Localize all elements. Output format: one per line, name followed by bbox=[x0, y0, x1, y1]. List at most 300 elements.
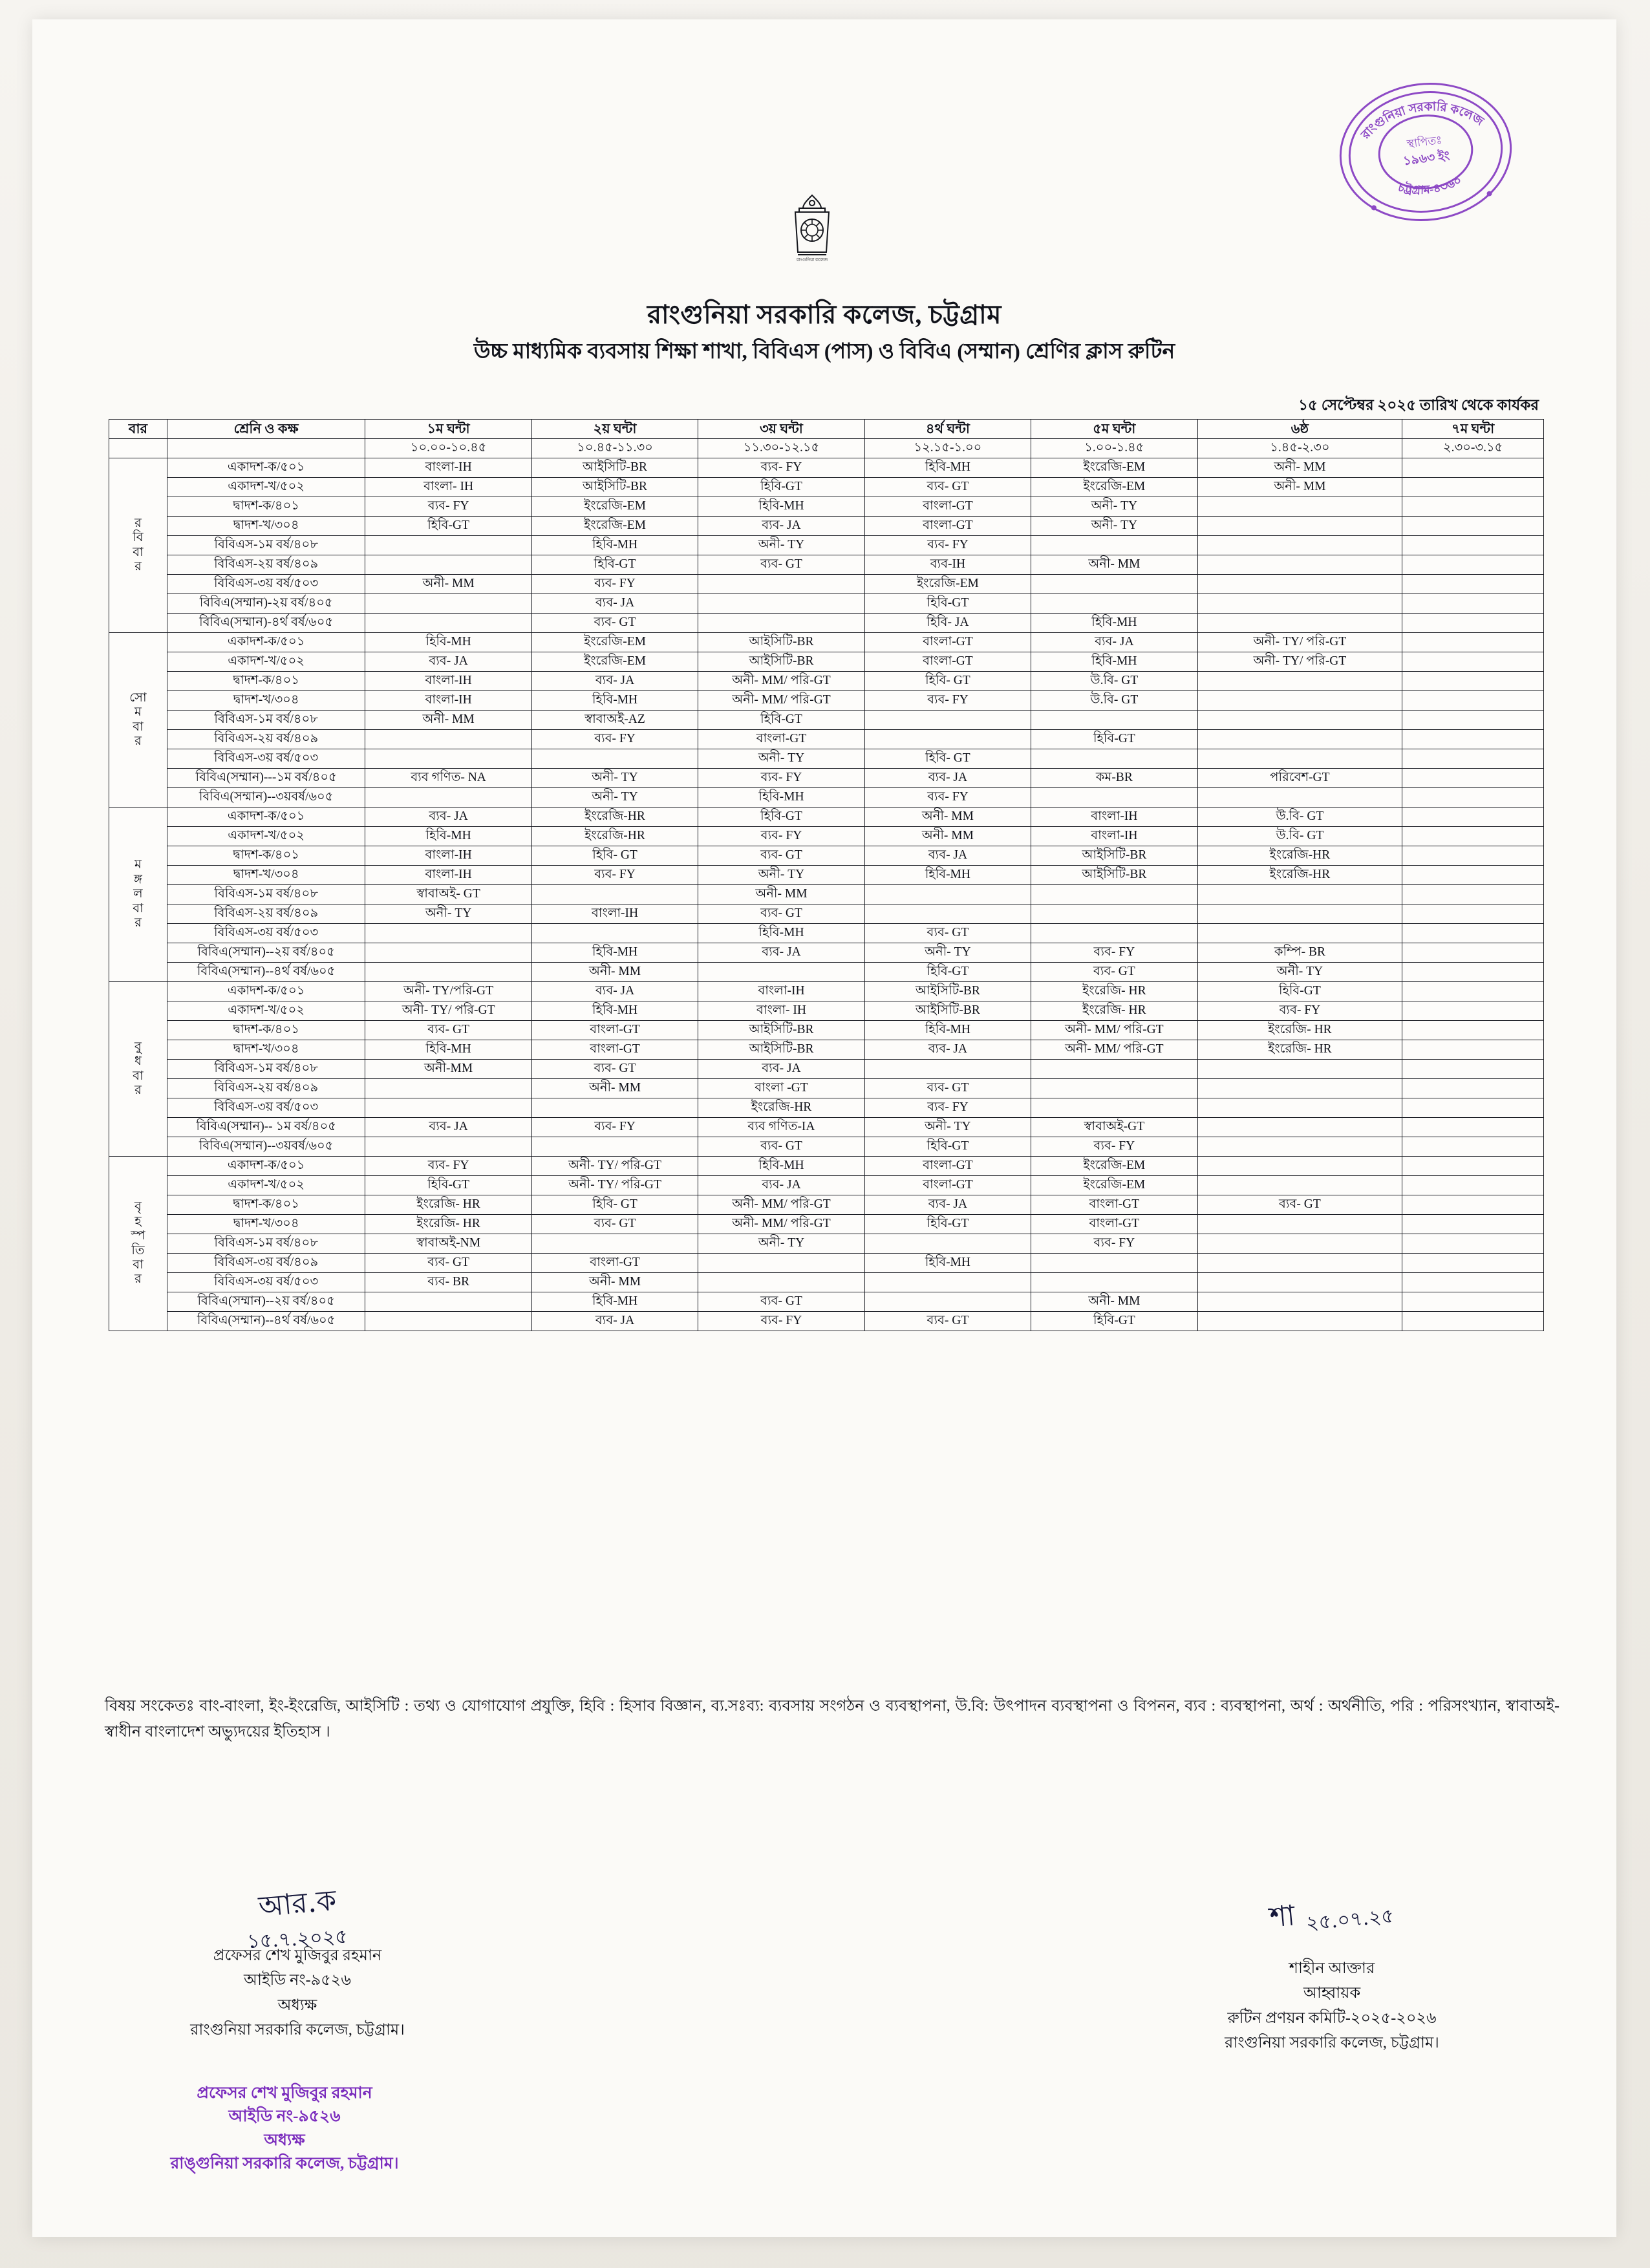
svg-text:স্থাপিতঃ: স্থাপিতঃ bbox=[1406, 133, 1443, 151]
period-6-cell bbox=[1197, 672, 1402, 691]
principal-name: প্রফেসর শেখ মুজিবুর রহমান bbox=[213, 1947, 382, 1964]
period-2-cell: হিবি- GT bbox=[531, 1195, 698, 1215]
period-3-cell: অনী- MM/ পরি-GT bbox=[698, 691, 864, 711]
period-1-cell bbox=[365, 943, 531, 963]
page-title: রাংগুনিয়া সরকারি কলেজ, চট্টগ্রাম bbox=[647, 300, 1002, 329]
period-6-cell bbox=[1197, 1254, 1402, 1273]
table-row bbox=[109, 614, 1544, 633]
period-4-cell: অনী- TY bbox=[864, 943, 1031, 963]
class-room-cell: বিবিএস-২য় বর্ষ/৪০৯ bbox=[167, 555, 365, 575]
th-period-7: ৭ম ঘন্টা bbox=[1402, 420, 1544, 439]
period-3-cell bbox=[698, 1273, 864, 1292]
day-letter: ল bbox=[133, 887, 143, 901]
period-3-cell: হিবি-MH bbox=[698, 497, 864, 517]
period-4-cell bbox=[864, 885, 1031, 904]
class-room-cell: বিবিএ(সম্মান)--২য় বর্ষ/৪০৫ bbox=[167, 1292, 365, 1312]
period-4-cell bbox=[864, 904, 1031, 924]
period-7-cell bbox=[1402, 1157, 1544, 1176]
period-1-cell: স্বাবাঅই- GT bbox=[365, 885, 531, 904]
period-2-cell: অনী- TY bbox=[531, 769, 698, 788]
period-5-cell bbox=[1031, 749, 1197, 769]
period-5-cell: হিবি-GT bbox=[1031, 1312, 1197, 1331]
period-2-cell: ইংরেজি-EM bbox=[531, 517, 698, 536]
period-6-cell: হিবি-GT bbox=[1197, 982, 1402, 1001]
period-2-cell: অনী- MM bbox=[531, 1273, 698, 1292]
class-room-cell: একাদশ-খ/৫০২ bbox=[167, 1176, 365, 1195]
period-7-cell bbox=[1402, 1195, 1544, 1215]
period-6-cell bbox=[1197, 1118, 1402, 1137]
class-room-cell: বিবিএ(সম্মান)-২য় বর্ষ/৪০৫ bbox=[167, 594, 365, 614]
period-4-cell: হিবি-MH bbox=[864, 1021, 1031, 1040]
table-row bbox=[109, 458, 1544, 478]
period-3-cell: আইসিটি-BR bbox=[698, 652, 864, 672]
period-1-cell: ব্যব- GT bbox=[365, 1254, 531, 1273]
period-3-cell: ব্যব গণিত-IA bbox=[698, 1118, 864, 1137]
period-1-cell: ব্যব- JA bbox=[365, 1118, 531, 1137]
class-room-cell: দ্বাদশ-খ/৩০৪ bbox=[167, 1215, 365, 1234]
class-room-cell: দ্বাদশ-খ/৩০৪ bbox=[167, 1040, 365, 1060]
period-5-cell: উ.বি- GT bbox=[1031, 672, 1197, 691]
period-1-cell: অনী- TY bbox=[365, 904, 531, 924]
period-3-cell: হিবি-GT bbox=[698, 478, 864, 497]
period-5-cell: অনী- TY bbox=[1031, 497, 1197, 517]
class-room-cell: একাদশ-ক/৫০১ bbox=[167, 808, 365, 827]
day-letter: বা bbox=[133, 901, 144, 915]
table-row bbox=[109, 1273, 1544, 1292]
period-7-cell bbox=[1402, 788, 1544, 808]
period-2-cell: আইসিটি-BR bbox=[531, 478, 698, 497]
class-room-cell: দ্বাদশ-খ/৩০৪ bbox=[167, 691, 365, 711]
day-letter: র bbox=[134, 916, 142, 930]
class-room-cell: বিবিএস-৩য় বর্ষ/৫০৩ bbox=[167, 749, 365, 769]
table-row bbox=[109, 691, 1544, 711]
period-6-cell bbox=[1197, 1273, 1402, 1292]
period-6-cell: অনী- TY/ পরি-GT bbox=[1197, 633, 1402, 652]
table-row bbox=[109, 478, 1544, 497]
period-3-cell: হিবি-MH bbox=[698, 924, 864, 943]
period-3-cell bbox=[698, 614, 864, 633]
table-row bbox=[109, 575, 1544, 594]
period-3-cell: বাংলা-IH bbox=[698, 982, 864, 1001]
period-7-cell bbox=[1402, 555, 1544, 575]
period-1-cell bbox=[365, 1098, 531, 1118]
period-7-cell bbox=[1402, 1079, 1544, 1098]
period-5-cell bbox=[1031, 1273, 1197, 1292]
table-row bbox=[109, 652, 1544, 672]
table-row bbox=[109, 1195, 1544, 1215]
th-period-1: ১ম ঘন্টা bbox=[365, 420, 531, 439]
period-6-cell bbox=[1197, 885, 1402, 904]
period-1-cell: ব্যব- JA bbox=[365, 652, 531, 672]
period-5-cell: ইংরেজি-EM bbox=[1031, 458, 1197, 478]
period-4-cell: হিবি-GT bbox=[864, 1137, 1031, 1157]
period-4-cell: আইসিটি-BR bbox=[864, 1001, 1031, 1021]
convener-handwritten-signature bbox=[1170, 1894, 1494, 1956]
table-time-row bbox=[109, 439, 1544, 458]
period-6-cell bbox=[1197, 594, 1402, 614]
day-letter: র bbox=[134, 734, 142, 748]
day-letter: বা bbox=[133, 1257, 144, 1272]
period-3-cell: ব্যব- GT bbox=[698, 846, 864, 866]
table-row bbox=[109, 808, 1544, 827]
period-7-cell bbox=[1402, 1040, 1544, 1060]
table-row bbox=[109, 672, 1544, 691]
period-2-cell: ব্যব- JA bbox=[531, 982, 698, 1001]
table-row bbox=[109, 749, 1544, 769]
period-2-cell bbox=[531, 924, 698, 943]
table-row bbox=[109, 1312, 1544, 1331]
period-1-cell: বাংলা-IH bbox=[365, 866, 531, 885]
table-row bbox=[109, 1021, 1544, 1040]
period-3-cell: অনী- TY bbox=[698, 536, 864, 555]
period-3-cell: ব্যব- JA bbox=[698, 943, 864, 963]
day-letter: ম bbox=[134, 858, 142, 872]
period-3-cell: অনী- MM/ পরি-GT bbox=[698, 1215, 864, 1234]
class-room-cell: বিবিএ(সম্মান)--৪র্থ বর্ষ/৬০৫ bbox=[167, 1312, 365, 1331]
period-5-cell: কম-BR bbox=[1031, 769, 1197, 788]
period-3-cell: হিবি-GT bbox=[698, 808, 864, 827]
period-1-cell: অনী- MM bbox=[365, 711, 531, 730]
class-room-cell: দ্বাদশ-খ/৩০৪ bbox=[167, 517, 365, 536]
th-period-4: ৪র্থ ঘন্টা bbox=[864, 420, 1031, 439]
period-3-cell: আইসিটি-BR bbox=[698, 1021, 864, 1040]
period-5-cell: ব্যব- FY bbox=[1031, 943, 1197, 963]
class-room-cell: একাদশ-ক/৫০১ bbox=[167, 458, 365, 478]
period-2-cell: ব্যব- GT bbox=[531, 1215, 698, 1234]
period-7-cell bbox=[1402, 1098, 1544, 1118]
class-room-cell: বিবিএস-১ম বর্ষ/৪০৮ bbox=[167, 536, 365, 555]
ink-stamp-line-1: প্রফেসর শেখ মুজিবুর রহমান bbox=[197, 2084, 372, 2102]
table-row bbox=[109, 1176, 1544, 1195]
class-room-cell: বিবিএস-২য় বর্ষ/৪০৯ bbox=[167, 730, 365, 749]
class-room-cell: একাদশ-খ/৫০২ bbox=[167, 652, 365, 672]
period-1-cell: ব্যব গণিত- NA bbox=[365, 769, 531, 788]
period-1-cell bbox=[365, 536, 531, 555]
period-4-cell: বাংলা-GT bbox=[864, 497, 1031, 517]
period-1-cell bbox=[365, 730, 531, 749]
period-7-cell bbox=[1402, 594, 1544, 614]
period-7-cell bbox=[1402, 963, 1544, 982]
period-6-cell bbox=[1197, 691, 1402, 711]
period-3-cell: হিবি-MH bbox=[698, 788, 864, 808]
period-3-cell: ব্যব- FY bbox=[698, 769, 864, 788]
period-2-cell: ইংরেজি-HR bbox=[531, 827, 698, 846]
class-room-cell: বিবিএ(সম্মান)--৪র্থ বর্ষ/৬০৫ bbox=[167, 963, 365, 982]
period-1-cell bbox=[365, 1079, 531, 1098]
official-seal-stamp bbox=[1320, 63, 1531, 241]
period-5-cell: অনী- TY bbox=[1031, 517, 1197, 536]
period-2-cell: হিবি-MH bbox=[531, 943, 698, 963]
period-3-cell: অনী- MM/ পরি-GT bbox=[698, 672, 864, 691]
class-room-cell: বিবিএ(সম্মান)---১ম বর্ষ/৪০৫ bbox=[167, 769, 365, 788]
day-name-cell bbox=[109, 633, 167, 808]
period-2-cell: ব্যব- FY bbox=[531, 866, 698, 885]
period-5-cell: হিবি-MH bbox=[1031, 652, 1197, 672]
period-7-cell bbox=[1402, 885, 1544, 904]
period-7-cell bbox=[1402, 633, 1544, 652]
period-5-cell: ইংরেজি-EM bbox=[1031, 1176, 1197, 1195]
period-7-cell bbox=[1402, 458, 1544, 478]
period-4-cell: আইসিটি-BR bbox=[864, 982, 1031, 1001]
period-5-cell: উ.বি- GT bbox=[1031, 691, 1197, 711]
period-2-cell: ব্যব- FY bbox=[531, 730, 698, 749]
period-5-cell: হিবি-GT bbox=[1031, 730, 1197, 749]
class-room-cell: একাদশ-খ/৫০২ bbox=[167, 827, 365, 846]
period-6-cell bbox=[1197, 1234, 1402, 1254]
day-letter: র bbox=[134, 1083, 142, 1097]
period-5-cell: অনী- MM bbox=[1031, 1292, 1197, 1312]
period-5-cell bbox=[1031, 1254, 1197, 1273]
period-5-cell bbox=[1031, 575, 1197, 594]
period-4-cell: বাংলা-GT bbox=[864, 1176, 1031, 1195]
period-7-cell bbox=[1402, 1176, 1544, 1195]
period-6-cell bbox=[1197, 788, 1402, 808]
period-4-cell: হিবি-GT bbox=[864, 594, 1031, 614]
period-1-cell: অনী- TY/ পরি-GT bbox=[365, 1001, 531, 1021]
period-2-cell bbox=[531, 1098, 698, 1118]
period-6-cell bbox=[1197, 575, 1402, 594]
principal-id: আইডি নং-৯৫২৬ bbox=[243, 1972, 351, 1989]
table-row bbox=[109, 827, 1544, 846]
day-letter: র bbox=[134, 1272, 142, 1287]
period-4-cell: হিবি-MH bbox=[864, 458, 1031, 478]
ink-stamp-line-4: রাঙ্গুনিয়া সরকারি কলেজ, চট্টগ্রাম। bbox=[170, 2154, 399, 2172]
period-3-cell: আইসিটি-BR bbox=[698, 1040, 864, 1060]
period-4-cell: ব্যব- JA bbox=[864, 1195, 1031, 1215]
period-4-cell: বাংলা-GT bbox=[864, 633, 1031, 652]
period-6-cell bbox=[1197, 1157, 1402, 1176]
period-1-cell: বাংলা-IH bbox=[365, 846, 531, 866]
period-7-cell bbox=[1402, 1137, 1544, 1157]
period-7-cell bbox=[1402, 827, 1544, 846]
period-5-cell bbox=[1031, 788, 1197, 808]
table-row bbox=[109, 1292, 1544, 1312]
period-5-cell: অনী- MM/ পরি-GT bbox=[1031, 1040, 1197, 1060]
period-5-cell: ব্যব- FY bbox=[1031, 1234, 1197, 1254]
period-4-cell: অনী- TY bbox=[864, 1118, 1031, 1137]
period-6-cell bbox=[1197, 1176, 1402, 1195]
table-row bbox=[109, 904, 1544, 924]
day-letter: র bbox=[134, 516, 142, 530]
period-4-cell: হিবি- GT bbox=[864, 749, 1031, 769]
period-1-cell: বাংলা-IH bbox=[365, 458, 531, 478]
period-6-cell bbox=[1197, 1098, 1402, 1118]
svg-text:১৯৬৩ ইং: ১৯৬৩ ইং bbox=[1402, 149, 1451, 169]
class-room-cell: বিবিএ(সম্মান)-- ১ম বর্ষ/৪০৫ bbox=[167, 1118, 365, 1137]
period-7-cell bbox=[1402, 691, 1544, 711]
table-row bbox=[109, 1254, 1544, 1273]
time-period-5: ১.০০-১.৪৫ bbox=[1031, 439, 1197, 458]
period-1-cell bbox=[365, 788, 531, 808]
period-4-cell: ব্যব- JA bbox=[864, 1040, 1031, 1060]
period-5-cell bbox=[1031, 1098, 1197, 1118]
period-7-cell bbox=[1402, 497, 1544, 517]
period-4-cell: ব্যব- FY bbox=[864, 788, 1031, 808]
period-5-cell: ব্যব- FY bbox=[1031, 1137, 1197, 1157]
period-2-cell: ব্যব- GT bbox=[531, 1060, 698, 1079]
period-5-cell: আইসিটি-BR bbox=[1031, 866, 1197, 885]
period-1-cell: হিবি-MH bbox=[365, 1040, 531, 1060]
table-body bbox=[109, 458, 1544, 1331]
period-2-cell: হিবি- GT bbox=[531, 846, 698, 866]
convener-committee: রুটিন প্রণয়ন কমিটি-২০২৫-২০২৬ bbox=[1227, 2009, 1437, 2027]
day-name-cell bbox=[109, 982, 167, 1157]
period-6-cell bbox=[1197, 1137, 1402, 1157]
table-row bbox=[109, 1157, 1544, 1176]
period-7-cell bbox=[1402, 1273, 1544, 1292]
period-4-cell bbox=[864, 1060, 1031, 1079]
table-row bbox=[109, 788, 1544, 808]
college-crest-icon bbox=[773, 193, 851, 267]
convener-name: শাহীন আক্তার bbox=[1289, 1960, 1375, 1977]
period-1-cell: ব্যব- FY bbox=[365, 1157, 531, 1176]
period-2-cell: ব্যব- JA bbox=[531, 1312, 698, 1331]
period-1-cell bbox=[365, 924, 531, 943]
class-room-cell: দ্বাদশ-ক/৪০১ bbox=[167, 1021, 365, 1040]
period-3-cell: ইংরেজি-HR bbox=[698, 1098, 864, 1118]
period-5-cell: ইংরেজি-EM bbox=[1031, 478, 1197, 497]
period-7-cell bbox=[1402, 924, 1544, 943]
period-2-cell: স্বাবাঅই-AZ bbox=[531, 711, 698, 730]
period-2-cell: বাংলা-GT bbox=[531, 1021, 698, 1040]
principal-handwritten-signature bbox=[145, 1881, 449, 1954]
period-4-cell bbox=[864, 1292, 1031, 1312]
period-3-cell: ব্যব- FY bbox=[698, 458, 864, 478]
period-6-cell: উ.বি- GT bbox=[1197, 827, 1402, 846]
period-6-cell: অনী- TY/ পরি-GT bbox=[1197, 652, 1402, 672]
period-2-cell: ব্যব- JA bbox=[531, 594, 698, 614]
period-5-cell: ইংরেজি- HR bbox=[1031, 982, 1197, 1001]
period-7-cell bbox=[1402, 866, 1544, 885]
period-4-cell: ব্যব- GT bbox=[864, 924, 1031, 943]
period-2-cell: ইংরেজি-EM bbox=[531, 652, 698, 672]
class-room-cell: বিবিএস-১ম বর্ষ/৪০৮ bbox=[167, 885, 365, 904]
period-7-cell bbox=[1402, 575, 1544, 594]
table-row bbox=[109, 711, 1544, 730]
table-row bbox=[109, 866, 1544, 885]
period-2-cell bbox=[531, 749, 698, 769]
period-7-cell bbox=[1402, 1001, 1544, 1021]
period-1-cell: অনী-MM bbox=[365, 1060, 531, 1079]
period-5-cell: ইংরেজি- HR bbox=[1031, 1001, 1197, 1021]
period-4-cell: বাংলা-GT bbox=[864, 652, 1031, 672]
period-6-cell bbox=[1197, 1079, 1402, 1098]
period-3-cell: বাংলা -GT bbox=[698, 1079, 864, 1098]
period-3-cell: ব্যব- JA bbox=[698, 517, 864, 536]
period-6-cell: অনী- MM bbox=[1197, 478, 1402, 497]
period-6-cell bbox=[1197, 711, 1402, 730]
period-1-cell: ইংরেজি- HR bbox=[365, 1195, 531, 1215]
period-5-cell: হিবি-MH bbox=[1031, 614, 1197, 633]
period-5-cell bbox=[1031, 536, 1197, 555]
period-2-cell: ব্যব- FY bbox=[531, 1118, 698, 1137]
table-row bbox=[109, 1001, 1544, 1021]
table-row bbox=[109, 846, 1544, 866]
period-2-cell: অনী- MM bbox=[531, 963, 698, 982]
class-room-cell: একাদশ-খ/৫০২ bbox=[167, 478, 365, 497]
period-2-cell: আইসিটি-BR bbox=[531, 458, 698, 478]
period-3-cell: বাংলা- IH bbox=[698, 1001, 864, 1021]
period-5-cell: অনী- MM bbox=[1031, 555, 1197, 575]
period-6-cell: ইংরেজি- HR bbox=[1197, 1040, 1402, 1060]
class-room-cell: দ্বাদশ-ক/৪০১ bbox=[167, 672, 365, 691]
th-day: বার bbox=[109, 420, 167, 439]
class-room-cell: একাদশ-ক/৫০১ bbox=[167, 1157, 365, 1176]
period-2-cell: ব্যব- FY bbox=[531, 575, 698, 594]
period-3-cell: আইসিটি-BR bbox=[698, 633, 864, 652]
table-row bbox=[109, 594, 1544, 614]
convener-signature-date: ২৫.০৭.২৫ bbox=[1305, 1905, 1395, 1935]
period-7-cell bbox=[1402, 1215, 1544, 1234]
period-5-cell: অনী- MM/ পরি-GT bbox=[1031, 1021, 1197, 1040]
period-5-cell bbox=[1031, 885, 1197, 904]
period-3-cell: হিবি-GT bbox=[698, 711, 864, 730]
period-5-cell: আইসিটি-BR bbox=[1031, 846, 1197, 866]
period-1-cell: ব্যব- FY bbox=[365, 497, 531, 517]
svg-text:রাংগুনিয়া সরকারি কলেজ: রাংগুনিয়া সরকারি কলেজ bbox=[1358, 100, 1486, 142]
class-room-cell: দ্বাদশ-ক/৪০১ bbox=[167, 497, 365, 517]
table-row bbox=[109, 536, 1544, 555]
period-4-cell: অনী- MM bbox=[864, 808, 1031, 827]
period-7-cell bbox=[1402, 652, 1544, 672]
period-1-cell: ব্যব- BR bbox=[365, 1273, 531, 1292]
period-5-cell bbox=[1031, 1079, 1197, 1098]
page-subtitle: উচ্চ মাধ্যমিক ব্যবসায় শিক্ষা শাখা, বিবিএস (পাস) ও বিবিএ (সম্মান) শ্রেণির ক্লাস রুটিন bbox=[473, 340, 1175, 363]
class-room-cell: বিবিএস-২য় বর্ষ/৪০৯ bbox=[167, 1079, 365, 1098]
time-period-4: ১২.১৫-১.০০ bbox=[864, 439, 1031, 458]
period-3-cell: ব্যব- GT bbox=[698, 1292, 864, 1312]
period-6-cell bbox=[1197, 1215, 1402, 1234]
convener-designation: আহ্বায়ক bbox=[1303, 1985, 1361, 2002]
period-7-cell bbox=[1402, 982, 1544, 1001]
table-row bbox=[109, 769, 1544, 788]
period-1-cell bbox=[365, 555, 531, 575]
class-room-cell: দ্বাদশ-খ/৩০৪ bbox=[167, 866, 365, 885]
period-4-cell: ব্যব- GT bbox=[864, 478, 1031, 497]
class-room-cell: বিবিএস-১ম বর্ষ/৪০৮ bbox=[167, 711, 365, 730]
period-7-cell bbox=[1402, 517, 1544, 536]
period-5-cell bbox=[1031, 924, 1197, 943]
day-letter: ঙ্গ bbox=[133, 872, 142, 886]
period-7-cell bbox=[1402, 1312, 1544, 1331]
period-5-cell bbox=[1031, 711, 1197, 730]
period-4-cell: ব্যব- FY bbox=[864, 536, 1031, 555]
period-4-cell bbox=[864, 1234, 1031, 1254]
period-2-cell bbox=[531, 1234, 698, 1254]
period-5-cell: ইংরেজি-EM bbox=[1031, 1157, 1197, 1176]
period-6-cell: অনী- MM bbox=[1197, 458, 1402, 478]
table-row bbox=[109, 1079, 1544, 1098]
period-3-cell: অনী- TY bbox=[698, 1234, 864, 1254]
period-6-cell bbox=[1197, 536, 1402, 555]
period-1-cell: বাংলা- IH bbox=[365, 478, 531, 497]
convener-institute: রাংগুনিয়া সরকারি কলেজ, চট্টগ্রাম। bbox=[1225, 2035, 1439, 2052]
period-4-cell: বাংলা-GT bbox=[864, 1157, 1031, 1176]
period-2-cell: অনী- TY/ পরি-GT bbox=[531, 1176, 698, 1195]
table-row bbox=[109, 517, 1544, 536]
period-2-cell bbox=[531, 1137, 698, 1157]
period-6-cell: উ.বি- GT bbox=[1197, 808, 1402, 827]
period-6-cell bbox=[1197, 904, 1402, 924]
class-room-cell: বিবিএস-১ম বর্ষ/৪০৮ bbox=[167, 1060, 365, 1079]
period-3-cell: অনী- MM bbox=[698, 885, 864, 904]
period-2-cell: বাংলা-GT bbox=[531, 1254, 698, 1273]
day-letter: বি bbox=[133, 531, 144, 545]
principal-signature-date: ১৫.৭.২০২৫ bbox=[246, 1925, 348, 1954]
period-3-cell: হিবি-MH bbox=[698, 1157, 864, 1176]
period-2-cell: ইংরেজি-EM bbox=[531, 633, 698, 652]
day-letter: সো bbox=[129, 690, 147, 705]
